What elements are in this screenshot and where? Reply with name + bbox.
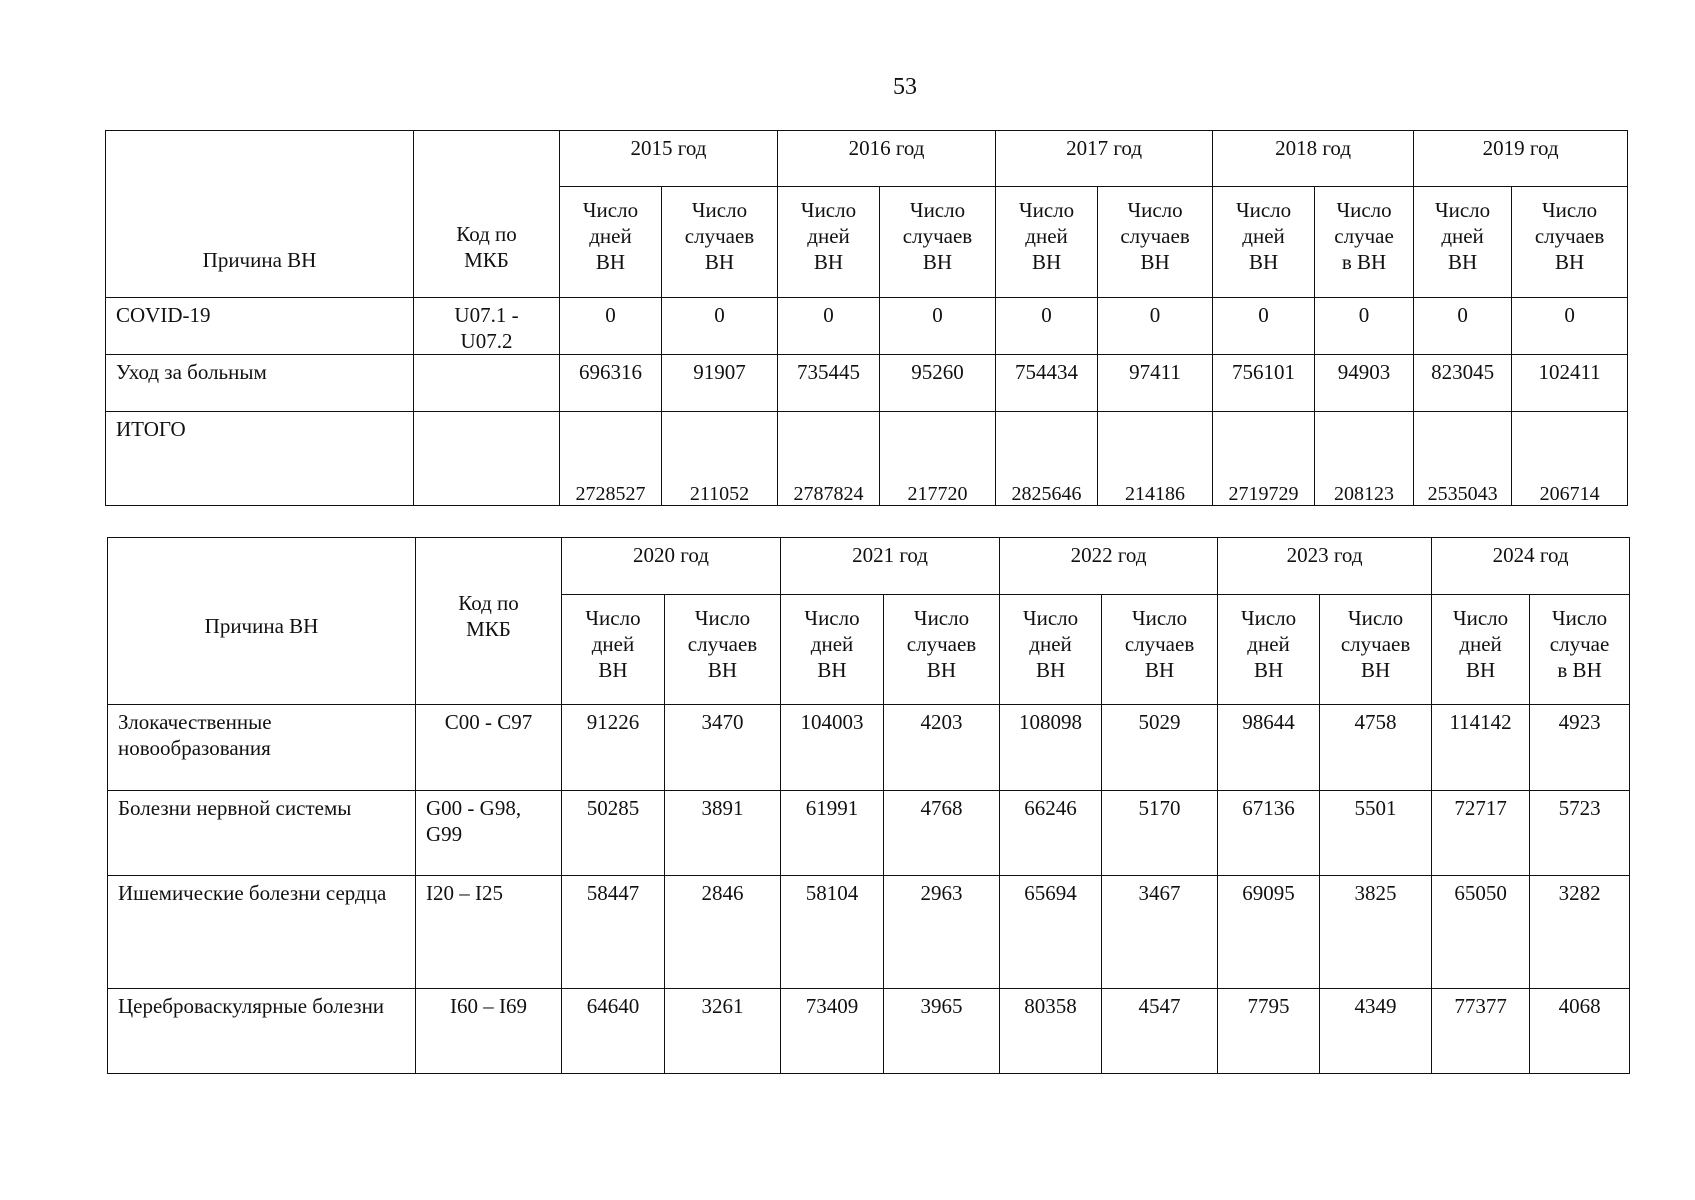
table-cell: 217720 bbox=[880, 412, 996, 506]
table-cell: 211052 bbox=[662, 412, 778, 506]
table-cell: 65050 bbox=[1432, 876, 1530, 989]
table-cell: 2846 bbox=[665, 876, 781, 989]
column-header-year: 2021 год bbox=[781, 538, 1000, 595]
column-header-days: Число дней ВН bbox=[778, 187, 880, 298]
table-cell: 5501 bbox=[1320, 791, 1432, 876]
column-header-cases: Число случаев ВН bbox=[1102, 595, 1218, 705]
table-cell: 823045 bbox=[1414, 355, 1512, 412]
table-row bbox=[106, 298, 1628, 355]
table-cell: 4923 bbox=[1530, 705, 1630, 791]
row-reason: Уход за больным bbox=[106, 355, 414, 412]
column-header-reason: Причина ВН bbox=[106, 131, 414, 298]
table-cell: 5029 bbox=[1102, 705, 1218, 791]
table-cell: 756101 bbox=[1213, 355, 1315, 412]
column-header-icd-code: Код по МКБ bbox=[416, 538, 562, 705]
row-reason: Ишемические болезни сердца bbox=[108, 876, 416, 989]
table-cell: 3891 bbox=[665, 791, 781, 876]
page-number: 53 bbox=[893, 74, 917, 100]
table-cell: 696316 bbox=[560, 355, 662, 412]
table-header-row-years bbox=[108, 538, 1630, 595]
table-cell: 206714 bbox=[1512, 412, 1628, 506]
column-header-cases: Число случаев ВН bbox=[662, 187, 778, 298]
table-cell: 0 bbox=[1315, 298, 1414, 355]
table-cell: 114142 bbox=[1432, 705, 1530, 791]
table-cell: 69095 bbox=[1218, 876, 1320, 989]
column-header-days: Число дней ВН bbox=[1432, 595, 1530, 705]
table-cell: 73409 bbox=[781, 989, 884, 1074]
table-cell: 3467 bbox=[1102, 876, 1218, 989]
table-cell: 94903 bbox=[1315, 355, 1414, 412]
column-header-year: 2018 год bbox=[1213, 131, 1414, 187]
table-cell: 97411 bbox=[1098, 355, 1213, 412]
row-reason: ИТОГО bbox=[106, 412, 414, 506]
column-header-cases: Число случаев ВН bbox=[665, 595, 781, 705]
table-cell: 3282 bbox=[1530, 876, 1630, 989]
row-icd-code: I60 – I69 bbox=[416, 989, 562, 1074]
column-header-year: 2019 год bbox=[1414, 131, 1628, 187]
column-header-days: Число дней ВН bbox=[781, 595, 884, 705]
table-cell: 3261 bbox=[665, 989, 781, 1074]
column-header-cases: Число случаев ВН bbox=[1512, 187, 1628, 298]
table-cell: 0 bbox=[778, 298, 880, 355]
table-cell: 108098 bbox=[1000, 705, 1102, 791]
column-header-year: 2015 год bbox=[560, 131, 778, 187]
row-icd-code bbox=[414, 412, 560, 506]
table-cell: 50285 bbox=[562, 791, 665, 876]
column-header-days: Число дней ВН bbox=[1213, 187, 1315, 298]
table-cell: 0 bbox=[1414, 298, 1512, 355]
table-cell: 77377 bbox=[1432, 989, 1530, 1074]
table-cell: 65694 bbox=[1000, 876, 1102, 989]
column-header-year: 2024 год bbox=[1432, 538, 1630, 595]
table-cell: 91907 bbox=[662, 355, 778, 412]
table-cell: 4203 bbox=[884, 705, 1000, 791]
column-header-year: 2022 год bbox=[1000, 538, 1218, 595]
table-cell: 3965 bbox=[884, 989, 1000, 1074]
table-cell: 4349 bbox=[1320, 989, 1432, 1074]
table-cell: 0 bbox=[662, 298, 778, 355]
table-cell: 98644 bbox=[1218, 705, 1320, 791]
column-header-days: Число дней ВН bbox=[562, 595, 665, 705]
table-header-row-years bbox=[106, 131, 1628, 187]
row-reason: COVID-19 bbox=[106, 298, 414, 355]
table-cell: 64640 bbox=[562, 989, 665, 1074]
table-cell: 61991 bbox=[781, 791, 884, 876]
column-header-year: 2023 год bbox=[1218, 538, 1432, 595]
row-icd-code: I20 – I25 bbox=[416, 876, 562, 989]
table-cell: 2825646 bbox=[996, 412, 1098, 506]
table-cell: 67136 bbox=[1218, 791, 1320, 876]
table-cell: 58447 bbox=[562, 876, 665, 989]
row-reason: Болезни нервной системы bbox=[108, 791, 416, 876]
table-cell: 735445 bbox=[778, 355, 880, 412]
table-cell: 4768 bbox=[884, 791, 1000, 876]
row-icd-code: U07.1 - U07.2 bbox=[414, 298, 560, 355]
table-cell: 91226 bbox=[562, 705, 665, 791]
table-cell: 7795 bbox=[1218, 989, 1320, 1074]
column-header-cases: Число случае в ВН bbox=[1530, 595, 1630, 705]
column-header-days: Число дней ВН bbox=[1218, 595, 1320, 705]
table-cell: 3470 bbox=[665, 705, 781, 791]
column-header-reason: Причина ВН bbox=[108, 538, 416, 705]
column-header-cases: Число случаев ВН bbox=[1098, 187, 1213, 298]
row-icd-code: C00 - C97 bbox=[416, 705, 562, 791]
table-cell: 104003 bbox=[781, 705, 884, 791]
table-cell: 4068 bbox=[1530, 989, 1630, 1074]
table-cell: 0 bbox=[560, 298, 662, 355]
column-header-cases: Число случаев ВН bbox=[1320, 595, 1432, 705]
table-cell: 2787824 bbox=[778, 412, 880, 506]
table-cell: 2719729 bbox=[1213, 412, 1315, 506]
table-row bbox=[108, 989, 1630, 1074]
row-icd-code bbox=[414, 355, 560, 412]
table-row bbox=[108, 791, 1630, 876]
table-cell: 2963 bbox=[884, 876, 1000, 989]
table-cell: 58104 bbox=[781, 876, 884, 989]
table-cell: 4547 bbox=[1102, 989, 1218, 1074]
table-row bbox=[108, 876, 1630, 989]
table-cell: 4758 bbox=[1320, 705, 1432, 791]
table-cell: 0 bbox=[1512, 298, 1628, 355]
table-cell: 80358 bbox=[1000, 989, 1102, 1074]
column-header-days: Число дней ВН bbox=[1000, 595, 1102, 705]
column-header-cases: Число случаев ВН bbox=[880, 187, 996, 298]
column-header-year: 2016 год bbox=[778, 131, 996, 187]
column-header-days: Число дней ВН bbox=[560, 187, 662, 298]
table-cell: 0 bbox=[880, 298, 996, 355]
sick-leave-table-2015-2019 bbox=[105, 130, 1628, 506]
column-header-days: Число дней ВН bbox=[1414, 187, 1512, 298]
table-cell: 95260 bbox=[880, 355, 996, 412]
table-cell: 66246 bbox=[1000, 791, 1102, 876]
row-reason: Цереброваскулярные болезни bbox=[108, 989, 416, 1074]
table-cell: 3825 bbox=[1320, 876, 1432, 989]
row-icd-code: G00 - G98, G99 bbox=[416, 791, 562, 876]
table-cell: 0 bbox=[1098, 298, 1213, 355]
table-cell: 72717 bbox=[1432, 791, 1530, 876]
table-cell: 214186 bbox=[1098, 412, 1213, 506]
table-row bbox=[106, 355, 1628, 412]
column-header-days: Число дней ВН bbox=[996, 187, 1098, 298]
row-reason: Злокачественные новообразования bbox=[108, 705, 416, 791]
table-cell: 0 bbox=[1213, 298, 1315, 355]
table-cell: 754434 bbox=[996, 355, 1098, 412]
table-cell: 0 bbox=[996, 298, 1098, 355]
sick-leave-table-2020-2024 bbox=[107, 537, 1630, 1074]
table-row-total bbox=[106, 412, 1628, 506]
column-header-cases: Число случаев ВН bbox=[884, 595, 1000, 705]
table-cell: 5723 bbox=[1530, 791, 1630, 876]
table-cell: 2535043 bbox=[1414, 412, 1512, 506]
table-cell: 208123 bbox=[1315, 412, 1414, 506]
column-header-icd-code: Код по МКБ bbox=[414, 131, 560, 298]
table-cell: 5170 bbox=[1102, 791, 1218, 876]
table-cell: 2728527 bbox=[560, 412, 662, 506]
table-row bbox=[108, 705, 1630, 791]
column-header-year: 2020 год bbox=[562, 538, 781, 595]
table-cell: 102411 bbox=[1512, 355, 1628, 412]
column-header-year: 2017 год bbox=[996, 131, 1213, 187]
column-header-cases: Число случае в ВН bbox=[1315, 187, 1414, 298]
